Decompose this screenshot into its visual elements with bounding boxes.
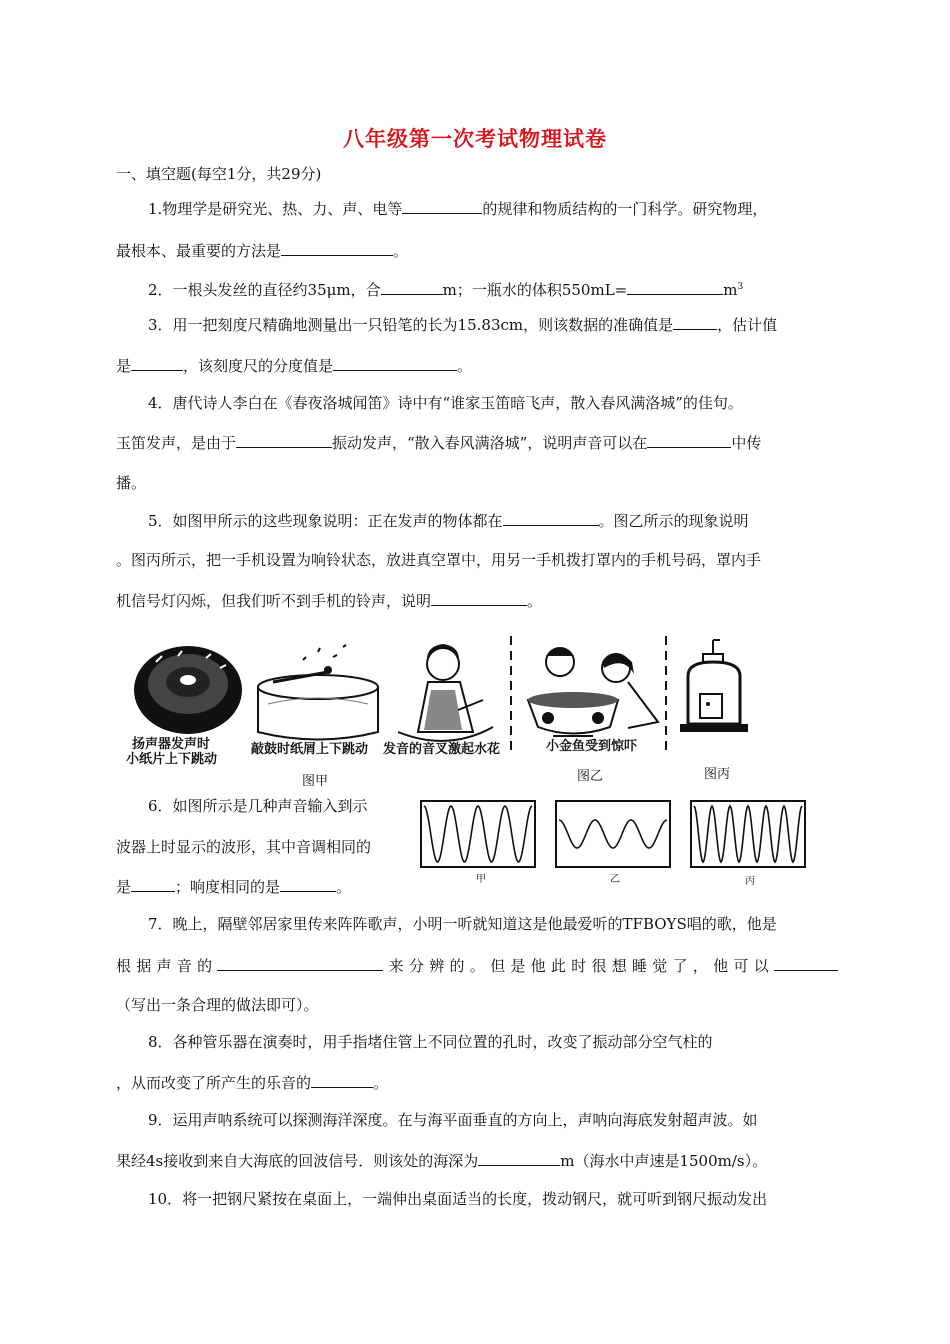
- blank[interactable]: [503, 510, 599, 526]
- blank[interactable]: [217, 955, 383, 971]
- question-5-line-3: 机信号灯闪烁，但我们听不到手机的铃声，说明 。: [116, 592, 543, 610]
- caption-goldfish: 小金鱼受到惊吓: [546, 739, 638, 754]
- blank[interactable]: [673, 314, 717, 330]
- tuning-fork-illustration: [398, 644, 493, 741]
- waveform-jia: [420, 800, 536, 868]
- oscilloscope-frame: [421, 801, 535, 867]
- question-8-line-2: ，从而改变了所产生的乐音的 。: [116, 1074, 389, 1092]
- question-8-line-1: 8．各种管乐器在演奏时，用手指堵住管上不同位置的孔时，改变了振动部分空气柱的: [148, 1033, 713, 1051]
- figure-label-bing: 图丙: [704, 767, 731, 782]
- blank[interactable]: [647, 432, 731, 448]
- goldfish-bowl-illustration: [528, 648, 658, 736]
- question-1-line-1: 1.物理学是研究光、热、力、声、电等 的规律和物质结构的一门科学。研究物理，: [148, 200, 768, 218]
- blank[interactable]: [236, 432, 332, 448]
- waveform-bing: [690, 800, 806, 868]
- caption-tuning-fork: 发音的音叉激起水花: [383, 742, 501, 757]
- oscilloscope-frame: [556, 801, 670, 867]
- question-6-line-3: 是 ；响度相同的是 。: [116, 878, 352, 896]
- blank[interactable]: [333, 355, 457, 371]
- drum-illustration: [258, 645, 378, 740]
- question-7-line-1: 7．晚上，隔壁邻居家里传来阵阵歌声，小明一听就知道这是他最爱听的TFBOYS唱的歌，他是: [148, 915, 777, 933]
- blank[interactable]: [311, 1072, 373, 1088]
- caption-drum: 敲鼓时纸屑上下跳动: [251, 742, 369, 757]
- blank[interactable]: [280, 876, 336, 892]
- question-9-line-1: 9．运用声呐系统可以探测海洋深度。在与海平面垂直的方向上，声呐向海底发射超声波。如: [148, 1111, 758, 1129]
- blank[interactable]: [478, 1150, 560, 1166]
- figure-label-yi: 图乙: [577, 769, 604, 784]
- blank[interactable]: [131, 355, 183, 371]
- question-4-line-3: 播。: [116, 474, 147, 492]
- blank[interactable]: [402, 198, 482, 214]
- blank[interactable]: [281, 240, 393, 256]
- question-5-line-1: 5．如图甲所示的这些现象说明：正在发声的物体都在 。图乙所示的现象说明: [148, 512, 749, 530]
- blank[interactable]: [627, 279, 723, 295]
- caption-speaker-1: 扬声器发声时: [132, 737, 211, 752]
- caption-speaker-2: 小纸片上下跳动: [126, 752, 218, 767]
- question-2: 2．一根头发丝的直径约35μm，合 m；一瓶水的体积$550mL= m^3$: [148, 281, 744, 299]
- speaker-illustration: [134, 646, 242, 734]
- question-3-line-1: 3．用一把刻度尺精确地测量出一只铅笔的长为15.83cm，则该数据的准确值是 ，估计值: [148, 316, 778, 334]
- question-1-line-2: 最根本、最重要的方法是 。: [116, 242, 409, 260]
- question-6-line-1: 6．如图所示是几种声音输入到示: [148, 797, 368, 815]
- question-7-line-2: 根据声音的 来分辨的。但是他此时很想睡觉了，他可以: [116, 955, 838, 977]
- waveform-label-yi: 乙: [610, 874, 620, 885]
- question-5-line-2: 。图丙所示，把一手机设置为响铃状态，放进真空罩中，用另一手机拨打罩内的手机号码，罩内手: [116, 551, 762, 569]
- question-10-line-1: 10．将一把钢尺紧按在桌面上，一端伸出桌面适当的长度，拨动钢尺，就可听到钢尺振动发出: [148, 1190, 768, 1208]
- question-4-line-2: 玉笛发声，是由于 振动发声，“散入春风满洛城”，说明声音可以在 中传: [116, 434, 762, 452]
- question-4-line-1: 4．唐代诗人李白在《春夜洛城闻笛》诗中有“谁家玉笛暗飞声，散入春风满洛城”的佳句。: [148, 394, 743, 412]
- question-9-line-2: 果经4s接收到来自大海底的回波信号．则该处的海深为 m（海水中声速是1500m/s）。: [116, 1152, 768, 1170]
- figure-label-jia: 图甲: [302, 774, 329, 789]
- question-3-line-2: 是 ，该刻度尺的分度值是 。: [116, 357, 473, 375]
- vacuum-bell-jar-illustration: [680, 640, 748, 732]
- section-heading: 一、填空题(每空1分，共29分): [116, 165, 322, 183]
- blank[interactable]: [131, 876, 175, 892]
- question-7-line-3: （写出一条合理的做法即可）。: [116, 996, 319, 1014]
- waveform-yi: [555, 800, 671, 868]
- page-title: 八年级第一次考试物理试卷: [343, 126, 607, 151]
- waveform-label-jia: 甲: [476, 874, 486, 885]
- question-6-line-2: 波器上时显示的波形，其中音调相同的: [116, 838, 372, 856]
- blank[interactable]: [381, 279, 443, 295]
- waveform-label-bing: 丙: [745, 876, 755, 887]
- blank[interactable]: [431, 590, 527, 606]
- blank[interactable]: [774, 955, 838, 971]
